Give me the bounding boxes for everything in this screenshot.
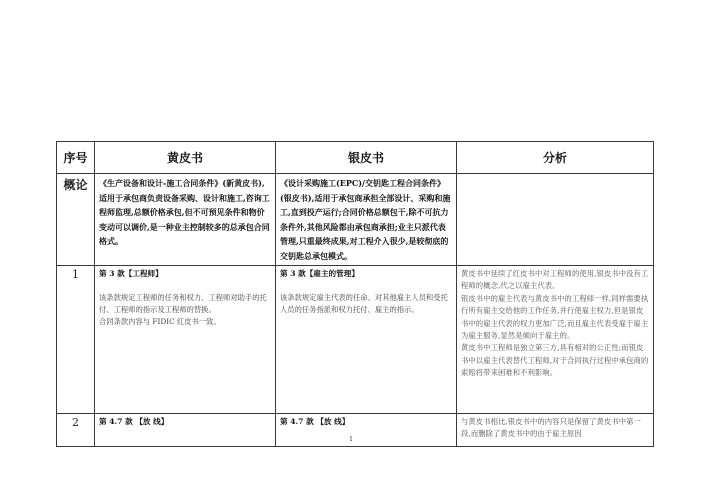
comparison-table bbox=[56, 141, 654, 447]
clause-title: 第 3 款【雇主的管理】 bbox=[280, 269, 359, 278]
silver-book-cell bbox=[276, 266, 457, 414]
analysis-paragraph: 与黄皮书相比,银皮书中的内容只是保留了黄皮书中第一段,而删除了黄皮书中的由于雇主原因 bbox=[461, 417, 641, 439]
analysis-cell bbox=[457, 266, 654, 414]
clause-title: 第 4.7 款 【放 线】 bbox=[99, 417, 169, 426]
header-yellow-book: 黄皮书 bbox=[95, 142, 276, 174]
overview-analysis bbox=[457, 174, 654, 266]
header-no: 序号 bbox=[57, 142, 95, 174]
overview-label: 概论 bbox=[57, 174, 95, 266]
overview-row bbox=[57, 174, 654, 266]
row-number: 2 bbox=[57, 414, 95, 447]
clause-body: 该条款规定工程师的任务和权力、工程师对助手的托付、工程师的指示及工程师的替换。 bbox=[99, 293, 267, 314]
clause-body: 该条款规定雇主代表的任命、对其他雇主人员和受托人员的任务指派和权力托付、雇主的指示。 bbox=[280, 293, 448, 314]
clause-title: 第 4.7 款 【放 线】 bbox=[280, 417, 350, 426]
header-silver-book: 银皮书 bbox=[276, 142, 457, 174]
clause-title: 第 3 款【工程师】 bbox=[99, 269, 163, 278]
overview-silver-book: 《设计采购施工(EPC)/交钥匙工程合同条件》(银皮书),适用于承包商承担全部设计、采购和施工,直到投产运行;合同价格总额包干,除不可抗力条件外,其他风险都由承包商承担;业主只派代表管理,只重最终成果,对工程介入很少,是较彻底的交钥匙总承包模式。 bbox=[276, 174, 457, 266]
header-row bbox=[57, 142, 654, 174]
yellow-book-cell bbox=[95, 266, 276, 414]
clause-note: 合同条款内容与 FIDIC 红皮书一致。 bbox=[99, 316, 221, 326]
row-number: 1 bbox=[57, 266, 95, 414]
header-analysis: 分析 bbox=[457, 142, 654, 174]
analysis-paragraph: 黄皮书中工程师是独立第三方,具有相对的公正性;而银皮书中以雇主代表替代工程师,对于合同执行过程中承包商的索赔将带来困难和不利影响。 bbox=[461, 343, 649, 378]
analysis-paragraph: 黄皮书中延续了红皮书中对工程师的使用,银皮书中没有工程师的概念,代之以雇主代表。 bbox=[461, 269, 649, 291]
table-row bbox=[57, 266, 654, 414]
overview-yellow-book: 《生产设备和设计-施工合同条件》(新黄皮书),适用于承包商负责设备采购、设计和施工,咨询工程师监理,总额价格承包,但不可预见条件和物价变动可以调价,是一种业主控制较多的总承包合同格式。 bbox=[95, 174, 276, 266]
page-number: 1 bbox=[349, 436, 353, 443]
analysis-paragraph: 银皮书中的雇主代表与黄皮书中的工程师一样,同样需要执行所有雇主交给他的工作任务,并行使雇主权力,但是银皮书中的雇主代表的权力更加广泛,而且雇主代表受雇于雇主为雇主服务,显然是倾向于雇主的。 bbox=[461, 293, 649, 341]
